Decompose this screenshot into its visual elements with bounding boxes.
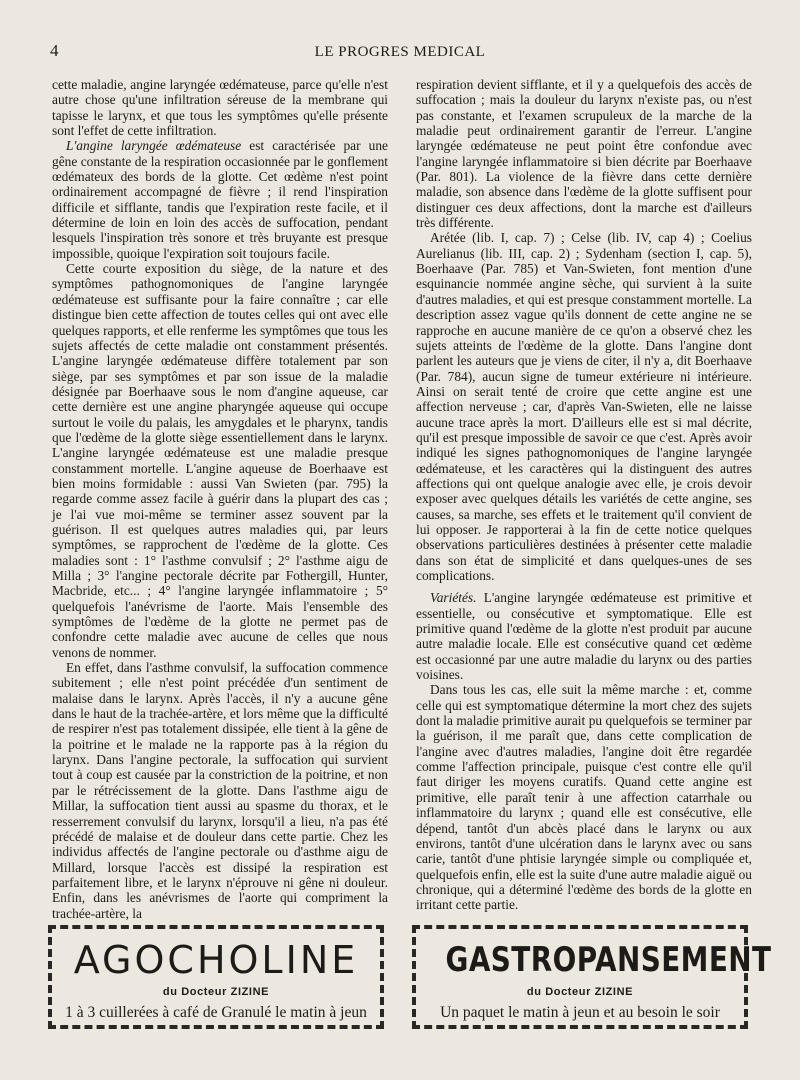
paragraph: Dans tous les cas, elle suit la même marche : et, comme celle qui est symptomatique détermine la mort chez des sujets dont la maladie primitive aurait pu quelquefois se terminer par la guérison, il me paraît que, dans cette complication de l'angine avec d'autres maladies, l'angine doit être regardée comme l'affection principale, puisque c'est contre elle qu'il faut diriger les moyens curatifs. Quand cette angine est primitive, elle paraît tenir à une affection catarrhale ou inflammatoire du larynx ; quand elle est consécutive, elle dépend, tantôt d'un abcès placé dans le larynx ou aux environs, tantôt d'une ulcération dans le larynx avec ou sans carie, tantôt d'une phtisie laryngée simple ou compliquée et, quelquefois enfin, elle est la suite d'une autre maladie aiguë ou chronique, qui a déterminé l'œdème des bords de la glotte en irritant cette partie. — [416, 682, 752, 913]
italic-lead: L'angine laryngée œdémateuse — [66, 138, 242, 154]
paragraph-text: est caractérisée par une gêne constante de la respiration occasionnée par le gonflement œdémateux des bords de la glotte. Cet œdème n'est point ordinairement accompagné de fièvre ; il rend l'inspiration difficile et sifflante, tandis que l'expiration reste facile, et il détermine de loin en loin des accès de suffocation, pendant lesquels l'inspiration très sonore et très bruyante est presque impossible, quoique l'expiration soit toujours facile. — [52, 138, 388, 261]
paragraph: Arétée (lib. I, cap. 7) ; Celse (lib. IV, cap 4) ; Coelius Aurelianus (lib. III, cap. 2) ; Sydenham (section I, cap. 5), Boerhaave (Par. 785) et Van-Swieten, font mention d'une esquinancie nommée angine sèche, qui survient à la suite d'autres maladies, et qui est presque constamment mortelle. La description assez vague qu'ils donnent de cette angine ne se rapproche en aucune manière de ce qu'on a observé chez les sujets atteints de l'œdème de la glotte. Dans l'angine dont parlent les auteurs que je viens de citer, il n'y a, dit Boerhaave (Par. 784), aucun signe de tumeur extérieure ni intérieure. Ainsi on serait tenté de croire que cette angine est une affection nerveuse ; car, d'après Van-Swieten, elle ne laisse aucune trace après la mort. D'ailleurs elle est si mal décrite, qu'il est presque impossible de savoir ce que c'est. Après avoir indiqué les signes pathognomoniques de l'angine laryngée œdémateuse, et les caractères qui la distinguent des autres affections qui ont quelque analogie avec elle, je crois devoir exposer avec quelques détails les variétés de cette angine, ses causes, sa marche, ses effets et le traitement qu'il convient de lui opposer. Je rapporterai à la fin de cette notice quelques observations particulières destinées à présenter cette maladie dans son état de simplicité et dans quelques-unes de ses complications. — [416, 230, 752, 583]
running-title: LE PROGRES MEDICAL — [314, 44, 486, 60]
ad-subtitle: du Docteur ZIZINE — [162, 986, 270, 998]
ad-tagline: Un paquet le matin à jeun et au besoin le soir — [440, 1004, 720, 1021]
paragraph: respiration devient sifflante, et il y a quelquefois des accès de suffocation ; mais la douleur du larynx n'existe pas, ou n'est pas constante, et l'examen scrupuleux de la marche de la maladie peut ordinairement garantir de l'erreur. L'angine laryngée œdémateuse ne peut point être confondue avec l'angine laryngée inflammatoire si bien décrite par Boerhaave (Par. 801). La violence de la fièvre dans cette dernière maladie, son absence dans l'œdème de la glotte suffisent pour distinguer ces deux affections, dont la marche est d'ailleurs très différente. — [416, 77, 752, 231]
paragraph: Cette courte exposition du siège, de la nature et des symptômes pathognomoniques de l'angine laryngée œdémateuse est suffisante pour la faire connaître ; car elle distingue bien cette affection de toutes celles qui ont avec elle quelques rapports, et elle renferme les symptômes que tous les sujets affectés de cette maladie ont constamment présentés. L'angine laryngée œdémateuse diffère totalement par son siège, par ses symptômes et par son issue de la maladie désignée par Boerhaave sous le nom d'angine aqueuse, car cette dernière est une angine pharyngée aqueuse qui occupe surtout le voile du palais, les amygdales et le pharynx, tandis que l'œdème de la glotte siège essentiellement dans le larynx. L'angine laryngée œdémateuse est une maladie presque constamment mortelle. L'angine aqueuse de Boerhaave est bien moins formidable : aussi Van Swieten (par. 795) la regarde comme assez facile à guérir dans la plupart des cas ; je l'ai vue moi-même se terminer assez souvent par la guérison. Il est quelques autres maladies qui, par leurs symptômes, se rapprochent de l'œdème de la glotte. Ces maladies sont : 1° l'asthme convulsif ; 2° l'asthme aigu de Milla ; 3° l'angine pectorale décrite par Fothergill, Hunter, Macbride, etc... ; 4° l'angine laryngée inflammatoire ; 5° quelquefois l'anévrisme de l'aorte. Mais l'ensemble des symptômes de l'œdème de la glotte ne permet pas de confondre cette maladie avec aucune de celles que nous venons de nommer. — [52, 261, 388, 660]
ad-tagline: 1 à 3 cuillerées à café de Granulé le matin à jeun — [65, 1004, 367, 1021]
paragraph: En effet, dans l'asthme convulsif, la suffocation commence subitement ; elle n'est point précédée d'un sentiment de malaise dans le larynx. Après l'accès, il n'y a aucune gêne dans le haut de la trachée-artère, et lors même que la difficulté de respirer n'est pas totalement dissipée, elle tient à la gêne de la poitrine et le malade ne la rapporte pas à la région du larynx. Dans l'angine pectorale, la suffocation qui survient tout à coup est causée par la constriction de la poitrine, et non par le rétrécissement de la glotte. Dans l'asthme aigu de Millar, la suffocation tient aussi au spasme du thorax, et le resserrement convulsif du larynx, lorsqu'il a lieu, n'a pas été précédé de malaise et de douleur dans cette partie. Chez les individus affectés de l'angine pectorale ou d'asthme aigu de Millard, lorsque l'accès est dissipé la respiration est parfaitement libre, et le larynx n'éprouve ni gêne ni douleur. Enfin, dans les anévrismes de l'aorte qui compriment la trachée-artère, la — [52, 660, 388, 921]
ad-title: AGOCHOLINE — [73, 938, 359, 982]
advertisement-agocholine — [48, 925, 384, 1029]
paragraph — [416, 590, 752, 682]
paragraph — [52, 138, 388, 261]
right-column — [416, 77, 752, 913]
page-number: 4 — [50, 41, 59, 60]
advertisement-gastropansement — [412, 925, 772, 1029]
ad-title: GASTROPANSEMENT — [445, 940, 772, 980]
ad-subtitle: du Docteur ZIZINE — [526, 986, 634, 998]
paragraph: cette maladie, angine laryngée œdémateuse, parce qu'elle n'est autre chose qu'une infiltration séreuse de la membrane qui tapisse le larynx, et que tous les symptômes qu'elle présente sont l'effet de cette infiltration. — [52, 77, 388, 139]
paragraph-text: L'angine laryngée œdémateuse est primitive et essentielle, ou consécutive et symptomatique. Elle est primitive quand l'œdème de la glotte n'est produit par aucune autre maladie locale. Elle est consécutive quand cet œdème est occasionné par une autre maladie du larynx ou des parties voisines. — [416, 590, 752, 683]
italic-lead: Variétés. — [430, 590, 477, 606]
left-column — [52, 77, 388, 921]
